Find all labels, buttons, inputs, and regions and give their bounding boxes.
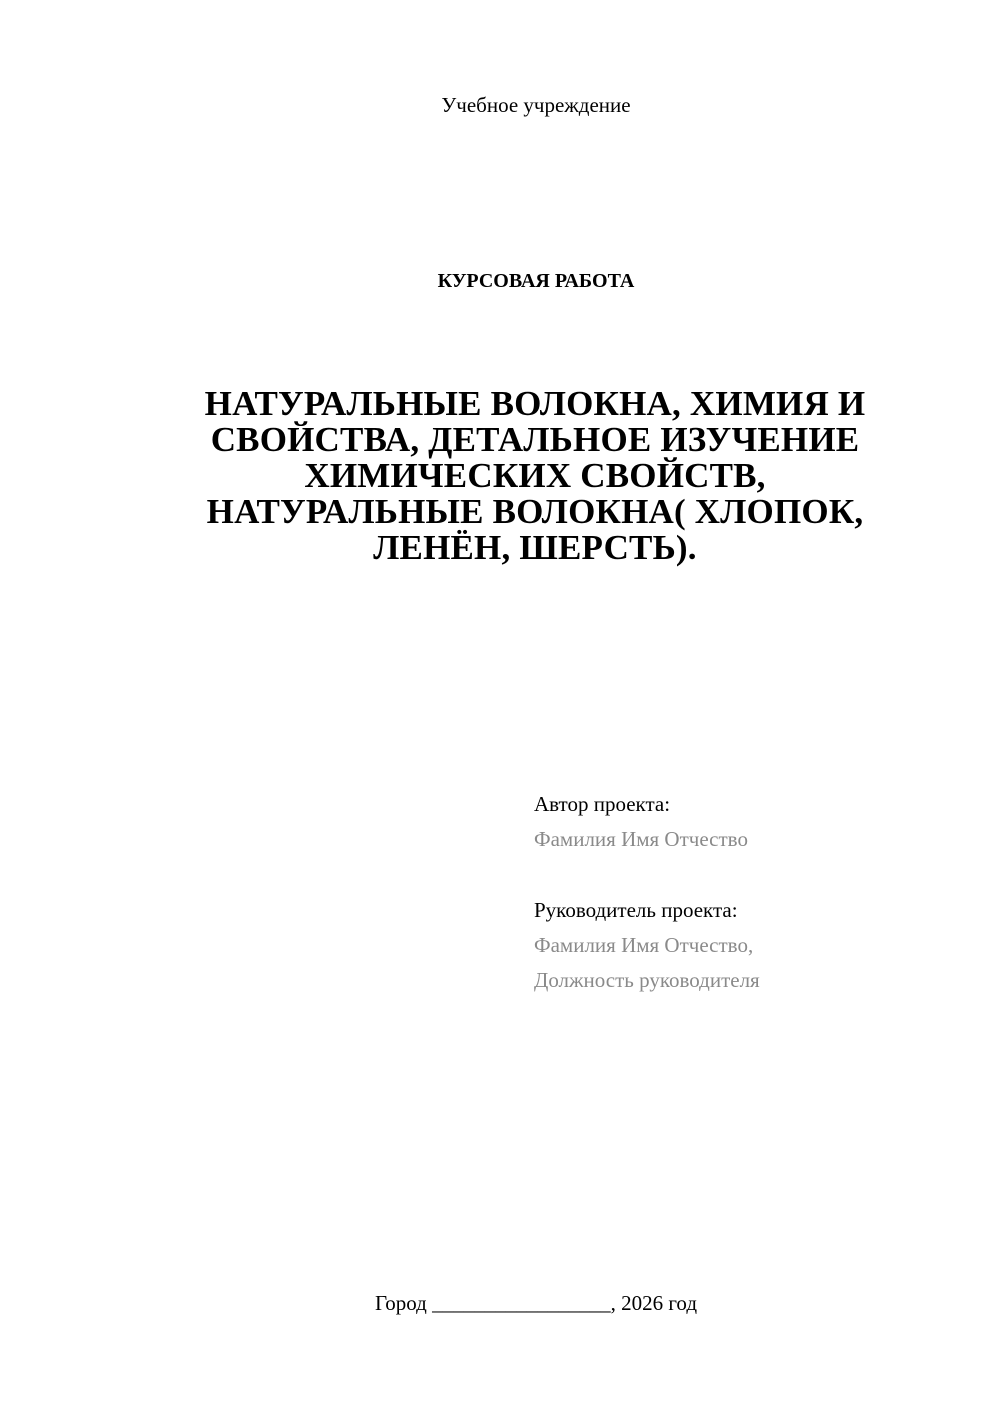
author-block: [534, 787, 964, 857]
topic-line: ХИМИЧЕСКИХ СВОЙСТВ,: [304, 456, 766, 495]
topic-line: НАТУРАЛЬНЫЕ ВОЛОКНА( ХЛОПОК,: [206, 492, 864, 531]
author-label: Автор проекта:: [534, 792, 671, 816]
author-name-placeholder: Фамилия Имя Отчество: [534, 827, 748, 851]
institution-name: Учебное учреждение: [441, 93, 631, 117]
topic-title: [150, 386, 920, 566]
city-year-line: Город _________________, 2026 год: [374, 1291, 698, 1315]
topic-line: ЛЕНЁН, ШЕРСТЬ).: [373, 528, 697, 567]
supervisor-block: [534, 893, 964, 998]
supervisor-label: Руководитель проекта:: [534, 898, 738, 922]
supervisor-position-placeholder: Должность руководителя: [534, 968, 760, 992]
topic-line: СВОЙСТВА, ДЕТАЛЬНОЕ ИЗУЧЕНИЕ: [210, 420, 860, 459]
topic-line: НАТУРАЛЬНЫЕ ВОЛОКНА, ХИМИЯ И: [204, 384, 866, 423]
supervisor-name-placeholder: Фамилия Имя Отчество,: [534, 933, 754, 957]
work-type-heading: КУРСОВАЯ РАБОТА: [437, 270, 635, 292]
